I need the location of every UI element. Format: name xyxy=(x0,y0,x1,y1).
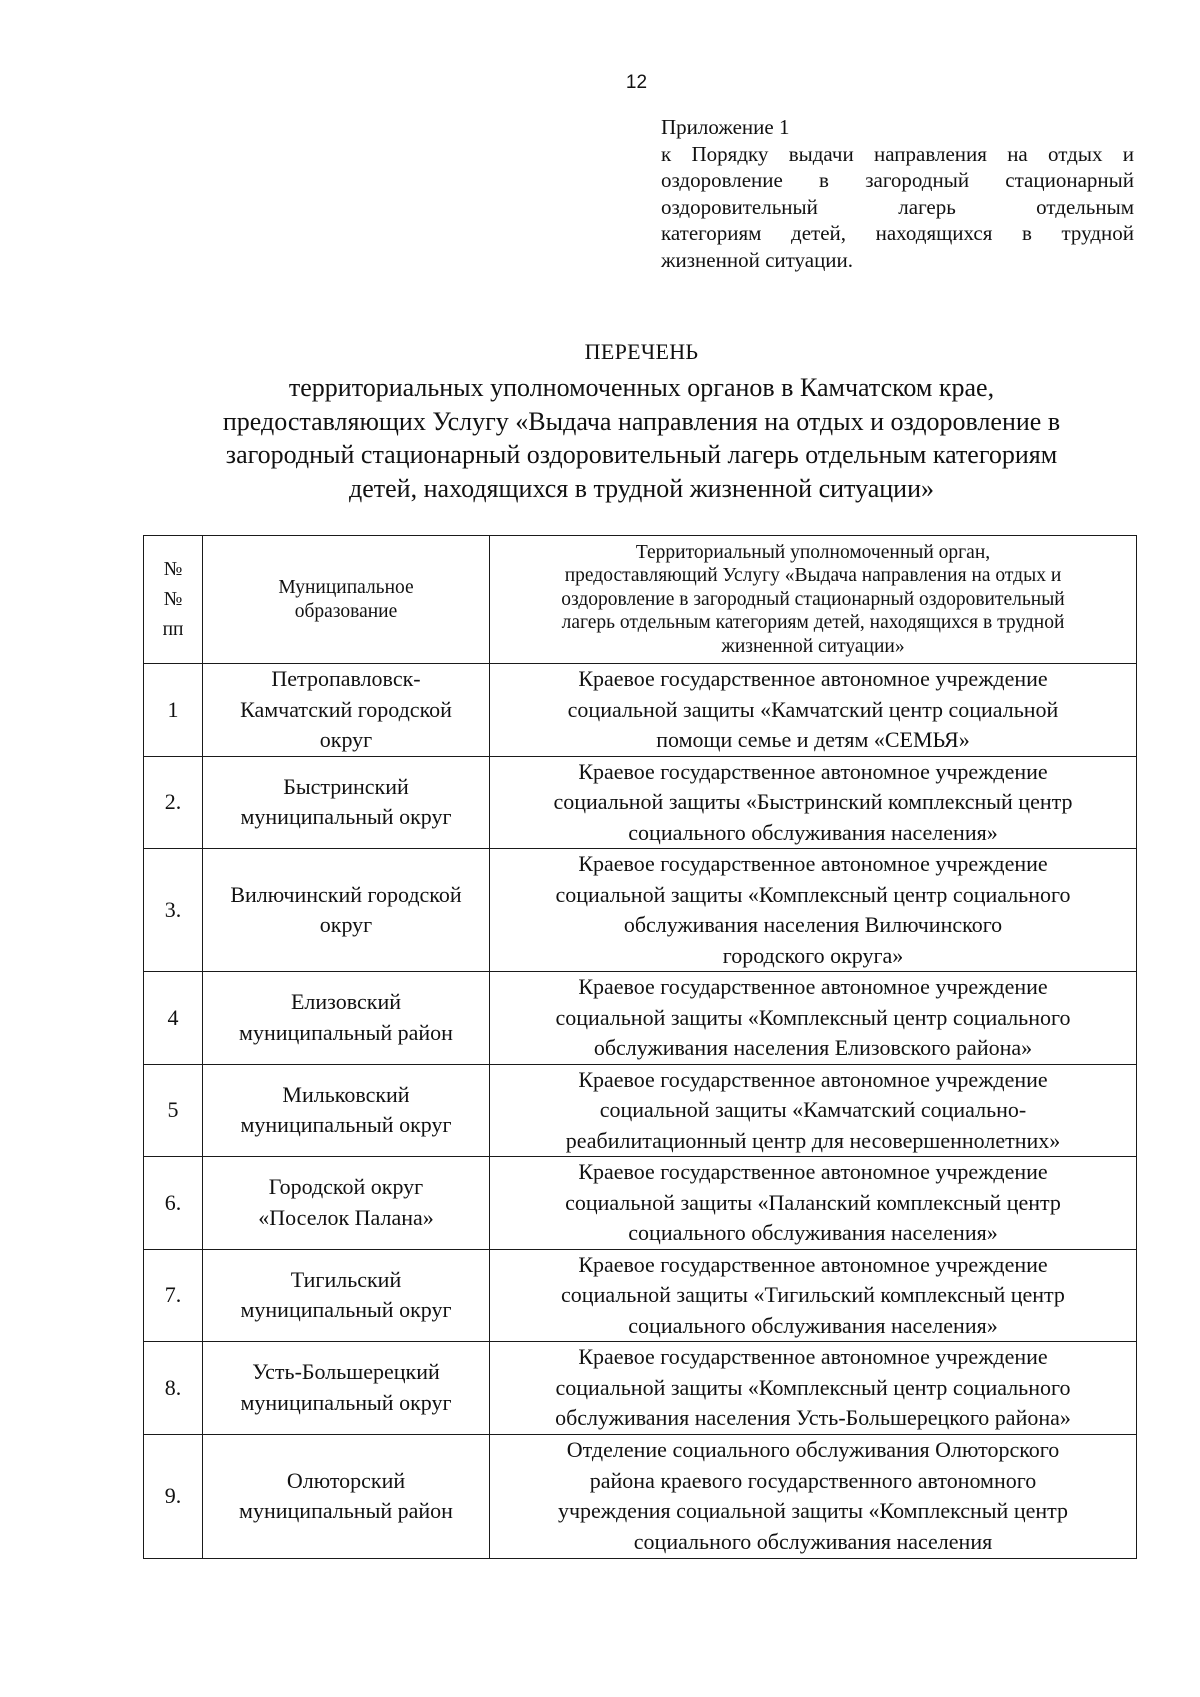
row-municipality xyxy=(203,1434,490,1558)
organ-line: обслуживания населения Усть-Большерецкого района» xyxy=(555,1405,1071,1430)
organ-line: помощи семье и детям «СЕМЬЯ» xyxy=(656,727,970,752)
subtitle-line: детей, находящихся в трудной жизненной ситуации» xyxy=(349,473,934,503)
header-number-line: № xyxy=(163,588,183,610)
municipality-line: Мильковский xyxy=(282,1081,410,1107)
organ-line: учреждения социальной защиты «Комплексный центр xyxy=(557,1498,1069,1523)
row-organ xyxy=(490,972,1137,1065)
row-number: 1 xyxy=(144,664,203,757)
appendix-line: жизненной ситуации. xyxy=(661,247,854,272)
header-organ-line: предоставляющий Услугу «Выдача направления на отдых и xyxy=(564,565,1062,587)
organ-line: района краевого государственного автономного xyxy=(589,1467,1037,1493)
row-organ xyxy=(490,1157,1137,1250)
municipality-line: Петропавловск- xyxy=(271,666,421,691)
header-organ-line: оздоровление в загородный стационарный оздоровительный xyxy=(561,588,1065,610)
subtitle-line: предоставляющих Услугу «Выдача направления на отдых и оздоровление в xyxy=(222,406,1061,436)
table-row xyxy=(144,1342,1137,1435)
organ-line: социальной защиты «Комплексный центр социального xyxy=(555,881,1071,907)
organ-line: социального обслуживания населения» xyxy=(628,819,998,845)
municipality-line: муниципальный район xyxy=(239,1498,453,1523)
table-row xyxy=(144,849,1137,972)
organ-line: социального обслуживания населения» xyxy=(628,1220,998,1245)
municipality-line: Тигильский xyxy=(290,1266,402,1292)
header-number-line: № xyxy=(163,558,183,580)
organ-line: социальной защиты «Камчатский центр социальной xyxy=(567,696,1059,722)
subtitle-line: загородный стационарный оздоровительный лагерь отдельным категориям xyxy=(225,440,1058,469)
row-organ xyxy=(490,756,1137,849)
row-organ xyxy=(490,664,1137,757)
organ-line: Краевое государственное автономное учреждение xyxy=(578,758,1048,784)
organ-line: социального обслуживания населения» xyxy=(628,1312,998,1338)
header-organ-line: Территориальный уполномоченный орган, xyxy=(635,541,991,563)
table-row xyxy=(144,1434,1137,1558)
row-number: 6. xyxy=(144,1157,203,1250)
header-municipality-line: образование xyxy=(294,600,398,622)
municipality-line: Вилючинский городской xyxy=(230,881,462,907)
row-municipality xyxy=(203,972,490,1065)
appendix-line: оздоровительный лагерь отдельным xyxy=(661,194,1134,219)
row-number: 4 xyxy=(144,972,203,1065)
row-municipality xyxy=(203,1064,490,1157)
row-number: 7. xyxy=(144,1249,203,1342)
appendix-line: оздоровление в загородный стационарный xyxy=(661,168,1134,192)
row-municipality xyxy=(203,664,490,757)
municipality-line: Олюторский xyxy=(286,1467,406,1493)
organ-line: Отделение социального обслуживания Олюторского xyxy=(566,1437,1060,1462)
subtitle-line: территориальных уполномоченных органов в Камчатском крае, xyxy=(288,373,995,402)
municipality-line: муниципальный округ xyxy=(240,804,452,830)
row-organ xyxy=(490,1342,1137,1435)
row-municipality xyxy=(203,756,490,849)
document-subtitle xyxy=(100,371,1183,505)
organ-line: Краевое государственное автономное учреждение xyxy=(578,1251,1048,1277)
municipality-line: муниципальный округ xyxy=(240,1297,452,1323)
organ-line: социальной защиты «Комплексный центр социального xyxy=(555,1374,1071,1400)
header-organ-line: лагерь отдельным категориям детей, находящихся в трудной xyxy=(561,612,1065,634)
appendix-title: Приложение 1 xyxy=(661,115,790,139)
organs-table xyxy=(143,535,1137,1559)
row-number: 5 xyxy=(144,1064,203,1157)
organ-line: обслуживания населения Елизовского района» xyxy=(593,1035,1033,1060)
document-title: ПЕРЕЧЕНЬ xyxy=(584,339,699,364)
organ-line: социальной защиты «Тигильский комплексный центр xyxy=(561,1282,1065,1307)
organ-line: реабилитационный центр для несовершеннолетних» xyxy=(565,1127,1061,1153)
row-organ xyxy=(490,1249,1137,1342)
appendix-line: категориям детей, находящихся в трудной xyxy=(661,221,1134,245)
row-number: 2. xyxy=(144,756,203,849)
table-row xyxy=(144,664,1137,757)
municipality-line: Усть-Большерецкий xyxy=(252,1359,440,1385)
municipality-line: Быстринский xyxy=(283,773,409,799)
municipality-line: Елизовский xyxy=(290,989,401,1015)
organ-line: социальной защиты «Паланский комплексный центр xyxy=(565,1189,1061,1215)
row-organ xyxy=(490,1064,1137,1157)
header-organ-line: жизненной ситуации» xyxy=(721,635,905,657)
row-number: 3. xyxy=(144,849,203,972)
header-number xyxy=(144,536,203,664)
page-number: 12 xyxy=(625,72,648,93)
organ-line: обслуживания населения Вилючинского xyxy=(623,912,1003,937)
municipality-line: округ xyxy=(319,727,373,752)
header-municipality-line: Муниципальное xyxy=(278,577,414,598)
municipality-line: муниципальный район xyxy=(239,1019,453,1045)
organ-line: Краевое государственное автономное учреждение xyxy=(578,851,1048,876)
organ-line: Краевое государственное автономное учреждение xyxy=(578,1066,1048,1092)
row-municipality xyxy=(203,849,490,972)
organ-line: социальной защиты «Камчатский социально- xyxy=(599,1097,1027,1122)
table-row xyxy=(144,1064,1137,1157)
organ-line: Краевое государственное автономное учреждение xyxy=(578,1159,1048,1184)
municipality-line: муниципальный округ xyxy=(240,1112,452,1138)
organ-line: социальной защиты «Комплексный центр социального xyxy=(555,1004,1071,1030)
organ-line: городского округа» xyxy=(722,942,904,968)
row-municipality xyxy=(203,1342,490,1435)
appendix-line: к Порядку выдачи направления на отдых и xyxy=(661,141,1134,166)
municipality-line: муниципальный округ xyxy=(240,1389,452,1415)
row-number: 8. xyxy=(144,1342,203,1435)
organs-table-container xyxy=(143,535,1136,1559)
row-number: 9. xyxy=(144,1434,203,1558)
organ-line: Краевое государственное автономное учреждение xyxy=(578,666,1048,691)
table-row xyxy=(144,756,1137,849)
table-row xyxy=(144,972,1137,1065)
municipality-line: округ xyxy=(319,912,373,937)
appendix-note xyxy=(661,114,1134,273)
organ-line: Краевое государственное автономное учреждение xyxy=(578,974,1048,999)
organ-line: Краевое государственное автономное учреждение xyxy=(578,1344,1048,1369)
header-number-line: пп xyxy=(162,618,184,640)
row-municipality xyxy=(203,1157,490,1250)
row-municipality xyxy=(203,1249,490,1342)
municipality-line: Камчатский городской xyxy=(240,696,452,722)
header-municipality xyxy=(203,536,490,664)
municipality-line: «Поселок Палана» xyxy=(258,1204,434,1230)
organ-line: социальной защиты «Быстринский комплексный центр xyxy=(553,789,1073,814)
table-header-row xyxy=(144,536,1137,664)
row-organ xyxy=(490,849,1137,972)
organ-line: социального обслуживания населения xyxy=(633,1528,993,1554)
header-organ xyxy=(490,536,1137,664)
row-organ xyxy=(490,1434,1137,1558)
table-row xyxy=(144,1157,1137,1250)
table-row xyxy=(144,1249,1137,1342)
municipality-line: Городской округ xyxy=(268,1174,424,1200)
